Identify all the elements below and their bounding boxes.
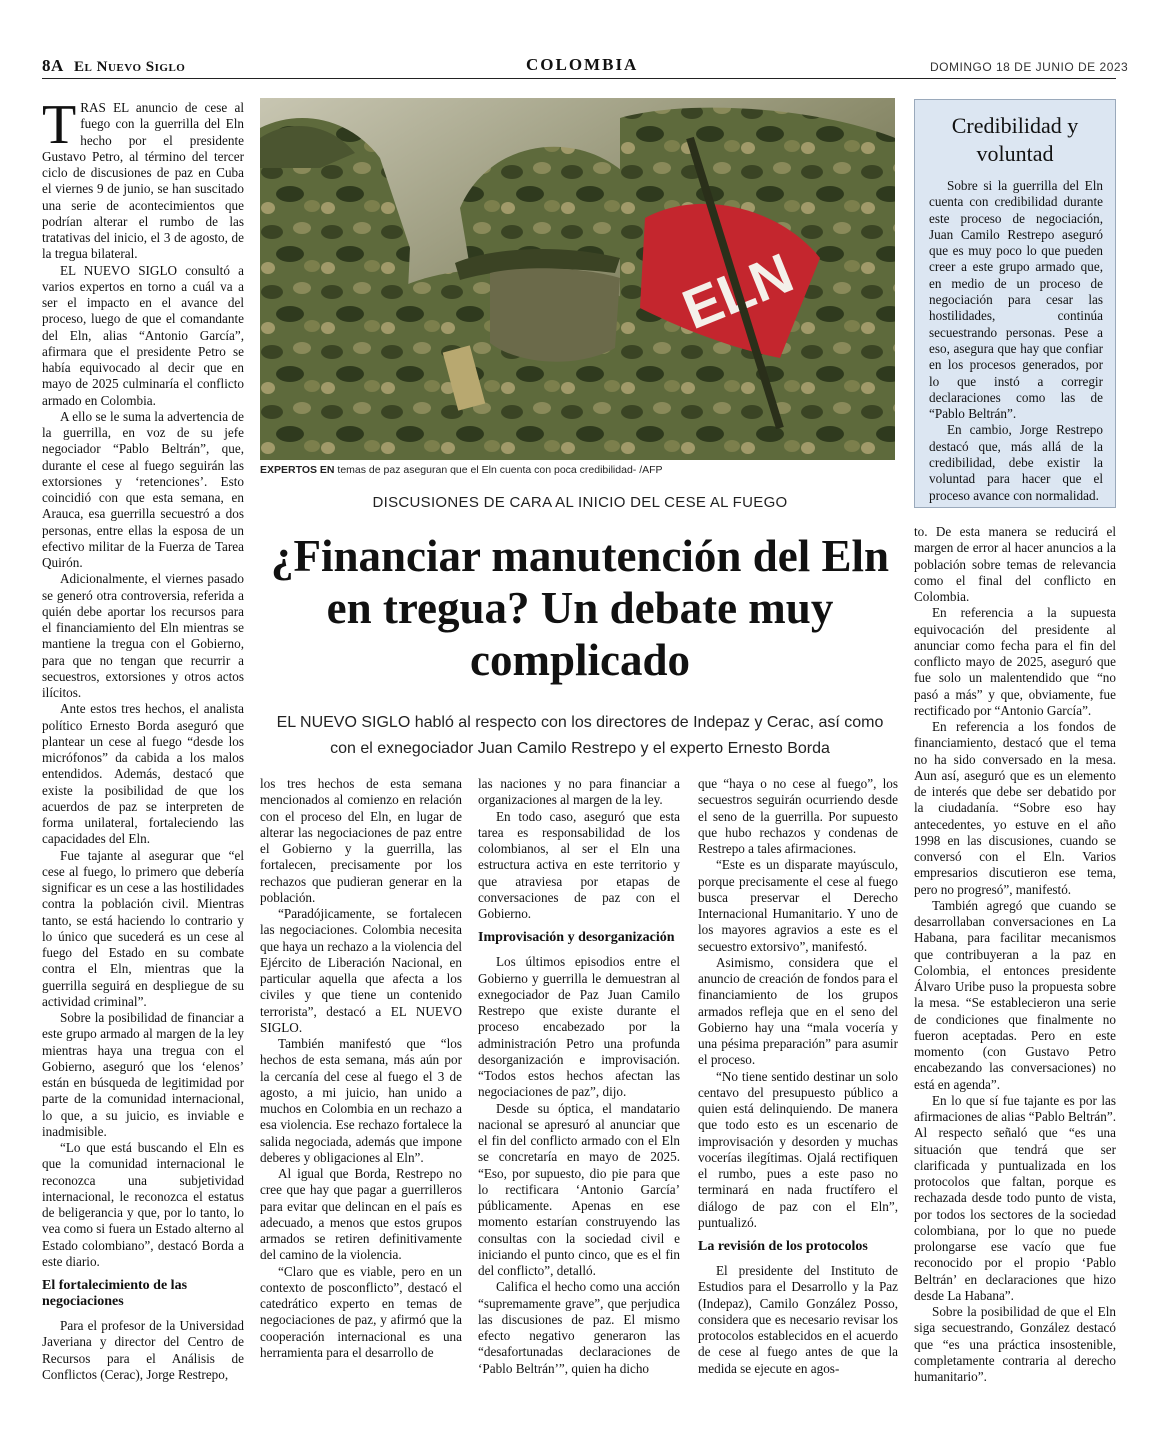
paragraph: Los últimos episodios entre el Gobierno y guerrilla le demuestran al exnegociador de Paz Juan Camilo Restrepo que existe durante el proceso encabezado por la administración Petro una profunda desorganización e improvisación. “Todos estos hechos afectan las negociaciones de paz”, dijo.	[478, 954, 680, 1100]
issue-date: DOMINGO 18 DE JUNIO DE 2023	[930, 60, 1129, 74]
paragraph: También manifestó que “los hechos de esta semana, más aún por la cercanía del cese al fuego el 3 de agosto, a mi juicio, han unido a muchos en Colombia en un rechazo a esa violencia. Ese rechazo fortalece la salida negociada, además que impone deberes y obligaciones al Eln”.	[260, 1036, 462, 1165]
paragraph: También agregó que cuando se desarrollaban conversaciones en La Habana, para facilitar mecanismos que contribuyeran a la paz en Colombia, el entonces presidente Álvaro Uribe puso la propuesta sobre la mesa. “Se establecieron una serie de condiciones que finalmente no fueron aceptadas. Pero en este momento (con Gustavo Petro encabezando las conversaciones) no está en agenda”.	[914, 897, 1116, 1092]
sidebar-box	[914, 99, 1116, 508]
paragraph: los tres hechos de esta semana mencionados al comienzo en relación con el proceso del Eln, en lugar de alterar las negociaciones de paz entre el Gobierno y la guerrilla, las fortalecen, precisamente por los rechazos que pudieran generar en la población.	[260, 776, 462, 905]
subheading: Improvisación y desorganización	[478, 930, 675, 946]
paragraph: RAS EL anuncio de cese al fuego con la guerrilla del Eln hecho por el presidente Gustavo Petro, al término del tercer ciclo de discusiones de paz en Cuba el viernes 9 de junio, se han suscitado una serie de acontecimientos que podrían alterar el rumbo de las tratativas del inicio, el 3 de agosto, de la tregua bilateral.	[42, 100, 244, 262]
paragraph: Desde su óptica, el mandatario nacional se apresuró al anunciar que el fin del conflicto armado con el Eln se concretaría en mayo de 2025. “Eso, por supuesto, dio pie para que lo rectificara ‘Antonio García’ públicamente. Apenas en ese momento estarían construyendo las consultas con la sociedad civil e iniciando el punto cinco, que es el fin del conflicto”, detalló.	[478, 1100, 680, 1278]
subheading: El fortalecimiento de las negociaciones	[42, 1278, 188, 1309]
paragraph: En referencia a los fondos de financiamiento, destacó que el tema no ha sido conversado en la mesa. Aun así, aseguró que es un elemento de interés que debe ser debatido por la ciudadanía. “Sobre eso hay antecedentes, yo estuve en el año 1998 en las discusiones, cuando se conversó con el Eln. Varios empresarios discutieron ese tema, pero no progresó”, manifestó.	[914, 719, 1116, 897]
paragraph: “Lo que está buscando el Eln es que la comunidad internacional le reconozca una subjetividad internacional, le reconozca el estatus de beligerancia y que, por lo tanto, lo vea como si fuera un Estado alterno al Estado colombiano”, destacó Borda a este diario.	[42, 1140, 244, 1269]
drop-cap: T	[42, 94, 77, 156]
caption-text: temas de paz aseguran que el Eln cuenta con poca credibilidad	[337, 464, 633, 476]
caption-lead: EXPERTOS EN	[260, 464, 335, 476]
paragraph: Al igual que Borda, Restrepo no cree que hay que pagar a guerrilleros para evitar que delincan en el país es adecuado, a menos que estos grupos armados se retiren definitivamente del camino de la violencia.	[260, 1166, 462, 1263]
caption-credit: /AFP	[639, 464, 663, 476]
article-column-4	[698, 776, 898, 1396]
paragraph: “Claro que es viable, pero en un contexto de posconflicto”, destacó el catedrático experto en temas de negociaciones de paz, y afirmó que la cooperación internacional es una herramienta para el desarrollo de	[260, 1263, 462, 1360]
subheading: La revisión de los protocolos	[698, 1239, 868, 1254]
article-column-1	[42, 94, 244, 1400]
article-deck: EL NUEVO SIGLO habló al respecto con los directores de Indepaz y Cerac, así como con el exnegociador Juan Camilo Restrepo y el experto Ernesto Borda	[276, 714, 884, 757]
paragraph: A ello se le suma la advertencia de la guerrilla, en voz de su jefe negociador “Pablo Beltrán”, que, durante el cese al fuego seguirán las extorsiones y ‘retenciones’. Esto coincidió con que esta semana, en Arauca, esa guerrilla secuestró a dos personas, entre ellas la esposa de un efectivo militar de la Fuerza de Tarea Quirón.	[42, 408, 244, 570]
paragraph: “Este es un disparate mayúsculo, porque precisamente el cese al fuego busca preservar el Derecho Internacional Humanitario. Y uno de los mayores agravios a este es el secuestro extorsivo”, manifestó.	[698, 857, 898, 954]
article-column-2	[260, 776, 462, 1396]
paragraph: Asimismo, considera que el anuncio de creación de fondos para el financiamiento de los grupos armados refleja que en el seno del Gobierno hay una “mala vocería y una pésima preparación” para asumir el proceso.	[698, 954, 898, 1068]
paragraph: Fue tajante al asegurar que “el cese al fuego, lo primero que debería significar es un cese a las hostilidades contra la población civil. Mientras tanto, se está haciendo lo contrario y lo único que sucederá es un cese al fuego del Estado en su combate contra el Eln, mientras que la guerrilla seguirá en despliegue de su actividad criminal”.	[42, 847, 244, 1009]
section-title: COLOMBIA	[526, 55, 639, 74]
paragraph: En lo que sí fue tajante es por las afirmaciones de alias “Pablo Beltrán”. Al respecto señaló que “es una situación que tendrá que ser clarificada y puntualizada en los protocolos que faltan, porque es rechazada desde todo punto de vista, por todos los sectores de la sociedad colombiana, por lo que no puede prolongarse ese vacío que fue reconocido por el propio ‘Pablo Beltrán’ en declaraciones que hizo desde La Habana”.	[914, 1092, 1116, 1303]
paragraph: Sobre la posibilidad de financiar a este grupo armado al margen de la ley mientras haya una tregua con el Gobierno, aseguró que los ‘elenos’ están en búsqueda de legitimidad por parte de la comunidad internacional, lo que, a su juicio, es inviable e inadmisible.	[42, 1010, 244, 1139]
header-rule	[42, 78, 1116, 79]
page-number: 8A	[42, 56, 64, 75]
article-column-3	[478, 776, 680, 1396]
photo-caption: EXPERTOS EN temas de paz aseguran que el Eln cuenta con poca credibilidad- /AFP	[260, 464, 663, 476]
soldiers-photo-illustration	[260, 98, 895, 460]
paragraph: to. De esta manera se reducirá el margen de error al hacer anuncios a la población sobre temas de relevancia como el final del conflicto en Colombia.	[914, 524, 1116, 604]
paragraph: “No tiene sentido destinar un solo centavo del presupuesto público a quien está delinquiendo. De manera que todo esto es un escenario de improvisación y desorden y muchas vocerías ilegítimas. Ojalá rectifiquen el rumbo, pues a este paso no terminará en nada fructífero el diálogo de paz con el Eln”, puntualizó.	[698, 1068, 898, 1230]
paragraph: Califica el hecho como una acción “supremamente grave”, que perjudica las discusiones de paz. El mismo efecto negativo generaron las “desafortunadas declaraciones de ‘Pablo Beltrán’”, quien ha dicho	[478, 1279, 680, 1376]
article-headline: ¿Financiar manutención del Eln en tregua? Un debate muy complicado	[270, 531, 889, 685]
paragraph: Adicionalmente, el viernes pasado se generó otra controversia, referida a quién debe aportar los recursos para el financiamiento del Eln mientras se mantiene la tregua con el Gobierno, para que no tengan que recurrir a secuestros, extorsiones y otros actos ilícitos.	[42, 571, 244, 700]
sidebar-paragraph: Sobre si la guerrilla del Eln cuenta con credibilidad durante este proceso de negociación, Juan Camilo Restrepo aseguró que es muy poco lo que pueden creer a este grupo armado que, en medio de un proceso de negociación para cesar las hostilidades, continúa secuestrando personas. Pese a eso, asegura que hay que confiar en los procesos generados, por lo que instó a corregir declaraciones como las de “Pablo Beltrán”.	[929, 178, 1103, 422]
page-header-left	[42, 56, 185, 76]
paragraph: En referencia a la supuesta equivocación del presidente al anunciar como fecha para el fin del conflicto mayo de 2025, aseguró que fue solo un malentendido que “no pasó a más” y que, obviamente, fue rectificado por “Antonio García”.	[914, 605, 1116, 718]
sidebar-title: Credibilidad y voluntad	[951, 113, 1079, 166]
paragraph: las naciones y no para financiar a organizaciones al margen de la ley.	[478, 776, 680, 808]
article-column-5	[914, 524, 1116, 1404]
paragraph: “Paradójicamente, se fortalecen las negociaciones. Colombia necesita que haya un rechazo a la violencia del Ejército de Liberación Nacional, en particular aquella que afecta a los civiles y que tiene un contenido terrorista”, destacó a EL NUEVO SIGLO.	[260, 906, 462, 1035]
paragraph: Ante estos tres hechos, el analista político Ernesto Borda aseguró que plantear un cese al fuego “desde los micrófonos” da cabida a los malos entendidos. Además, destacó que existe la posibilidad de que los acuerdos de paz se interpreten de forma unilateral, fortaleciendo las capacidades del Eln.	[42, 701, 244, 847]
paragraph: Sobre la posibilidad de que el Eln siga secuestrando, González destacó que “es una práctica insostenible, completamente contraria al derecho humanitario”.	[914, 1304, 1116, 1384]
newspaper-name: El Nuevo Siglo	[74, 59, 186, 75]
paragraph: El presidente del Instituto de Estudios para el Desarrollo y la Paz (Indepaz), Camilo González Posso, considera que es necesario revisar los protocolos establecidos en el acuerdo de cese al fuego antes de que la medida se ejecute en agos-	[698, 1263, 898, 1376]
paragraph: que “haya o no cese al fuego”, los secuestros seguirán ocurriendo desde el seno de la guerrilla. Por supuesto que hubo rechazos y condenas de Restrepo a tales afirmaciones.	[698, 776, 898, 856]
paragraph: En todo caso, aseguró que esta tarea es responsabilidad de los colombianos, al ser el Eln una estructura activa en este territorio y que atraviesa por etapas de conversaciones de paz con el Gobierno.	[478, 808, 680, 921]
article-kicker: DISCUSIONES DE CARA AL INICIO DEL CESE AL FUEGO	[372, 494, 788, 511]
article-photo	[260, 98, 895, 460]
sidebar-paragraph: En cambio, Jorge Restrepo destacó que, más allá de la credibilidad, debe existir la voluntad para hacer que el proceso avance con normalidad.	[929, 422, 1103, 503]
paragraph: Para el profesor de la Universidad Javeriana y director del Centro de Recursos para el Análisis de Conflictos (Cerac), Jorge Restrepo,	[42, 1318, 244, 1382]
paragraph: EL NUEVO SIGLO consultó a varios expertos en torno a cuál va a ser el impacto en el avance del proceso, luego de que el comandante del Eln, alias “Antonio García”, afirmara que el presidente Petro se había equivocado al decir que en mayo de 2025 culminaría el conflicto armado en Colombia.	[42, 262, 244, 408]
